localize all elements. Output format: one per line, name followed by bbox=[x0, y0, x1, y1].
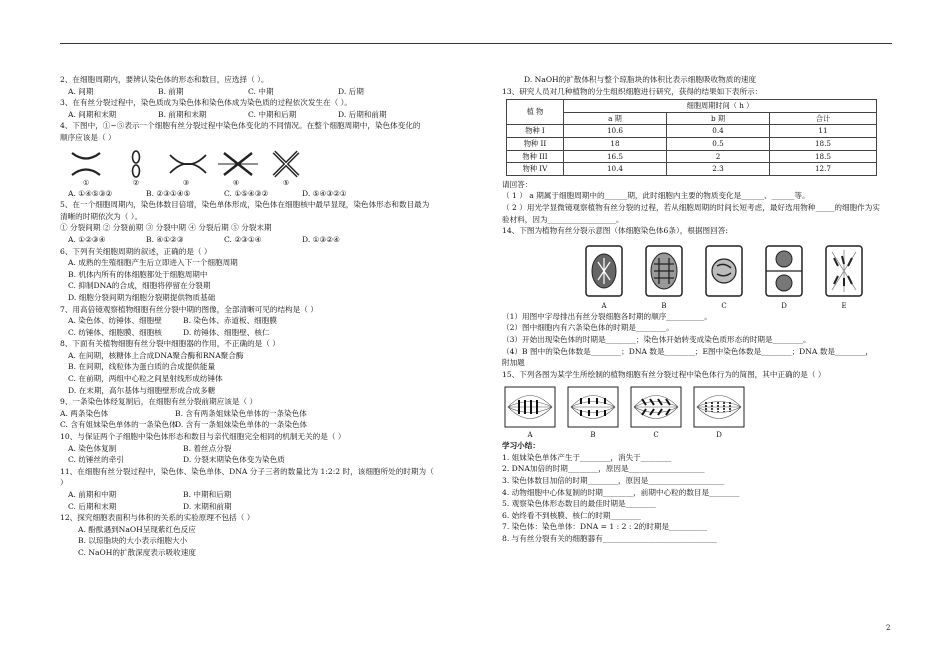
q14-cell-figures bbox=[502, 237, 900, 311]
summary-item: 5. 观察染色体形态数目的最佳时期是________ bbox=[502, 499, 656, 509]
q14-figure-b: B bbox=[642, 244, 686, 311]
dividing-cell-icon bbox=[824, 244, 864, 298]
table-cell: 12.7 bbox=[770, 163, 877, 176]
q4-figure-4: ④ bbox=[218, 149, 254, 188]
q14-figure-a: A bbox=[582, 244, 626, 311]
q6-option-a: A. 成熟的生殖细胞产生后立即进入下一个细胞周期 bbox=[68, 258, 238, 268]
summary-item: 1. 姐妹染色单体产生于________，消失于________ bbox=[502, 452, 672, 462]
q4-option-b: B. ②③①④⑤ bbox=[146, 188, 191, 198]
q8-option-b: B. 在间期，线粒体为蛋白质的合成提供能量 bbox=[68, 362, 216, 372]
chromosome-x-icon bbox=[69, 149, 103, 179]
table-cell: 18 bbox=[564, 137, 667, 150]
q9-stem: 9、一条染色体经复制后，在细胞有丝分裂前期应该是（ ） bbox=[60, 397, 258, 407]
q10-option-a: A. 染色体复制 bbox=[68, 443, 117, 453]
q4-option-c: C. ①⑤④③② bbox=[224, 188, 269, 198]
q3-options bbox=[60, 109, 492, 121]
q8-option-d: D. 在末期，高尔基体与细胞壁形成合成多糖 bbox=[68, 385, 216, 395]
table-cell: 0.5 bbox=[667, 137, 770, 150]
table-cell: 物种 IV bbox=[507, 163, 564, 176]
q14-stem: 14、下图为植物有丝分裂示意图（体细胞染色体6条），根据图回答: bbox=[502, 226, 728, 236]
q12-option-d: D. NaOH的扩散体积与整个琼脂块的体积比表示细胞吸收物质的速度 bbox=[524, 75, 757, 84]
q4-option-a: A. ①④⑤③② bbox=[68, 188, 113, 198]
q2-stem: 2、在细胞周期内，要辨认染色体的形态和数目，应选择（ ）。 bbox=[60, 75, 269, 84]
q11-stem-line2: ） bbox=[60, 478, 68, 488]
table-row bbox=[507, 150, 877, 163]
table-col-header: 合计 bbox=[770, 112, 877, 125]
q9-option-c: C. 含有姐妹染色单体的一条染色体 bbox=[60, 420, 177, 430]
page-number: 2 bbox=[886, 624, 891, 632]
table-row bbox=[507, 163, 877, 176]
chromosome-single-icon bbox=[126, 149, 146, 179]
q12-option-b: B. 以琼脂块的大小表示细胞大小 bbox=[78, 536, 188, 546]
summary-item: 8. 与有丝分裂有关的细胞器有______________________________ bbox=[502, 534, 717, 544]
q14-figure-c: C bbox=[702, 244, 746, 311]
q15-figure-d: D bbox=[691, 386, 747, 441]
table-cell: 物种 II bbox=[507, 137, 564, 150]
table-cell: 物种 III bbox=[507, 150, 564, 163]
q3-option-b: B. 前期和末期 bbox=[158, 109, 207, 119]
q4-figure-3: ③ bbox=[168, 149, 204, 188]
table-cell: 18.5 bbox=[770, 150, 877, 163]
spindle-diagram-icon bbox=[567, 386, 619, 428]
table-col-header: b 期 bbox=[667, 112, 770, 125]
q13-sub2-line2: 验材料，因为__________________。 bbox=[502, 214, 624, 224]
q4-option-d: D. ⑤④③②① bbox=[302, 188, 347, 198]
table-cell: 2 bbox=[667, 150, 770, 163]
q2-option-c: C. 中期 bbox=[248, 86, 274, 96]
q14-sub4: （4）B 图中的染色体数是________；DNA 数是________；E图中染色体数是________；DNA 数是________， bbox=[502, 346, 873, 356]
q2-option-a: A. 间期 bbox=[68, 86, 94, 96]
summary-item: 3. 染色体数目加倍的时期________，原因是____________________ bbox=[502, 476, 725, 486]
q12-option-a: A. 酚酞遇到NaOH呈现紫红色反应 bbox=[78, 524, 196, 534]
q10-option-c: C. 纺锤丝的牵引 bbox=[68, 455, 124, 465]
table-cell: 10.4 bbox=[564, 163, 667, 176]
q6-option-d: D. 细胞分裂间期为细胞分裂期提供物质基础 bbox=[68, 292, 216, 302]
left-column bbox=[60, 74, 492, 559]
q14-sub2: （2）图中细胞内有六条染色体的时期是________。 bbox=[502, 323, 674, 333]
dividing-cell-icon bbox=[764, 244, 804, 298]
table-col-header: a 期 bbox=[564, 112, 667, 125]
chromosome-v-icon bbox=[168, 149, 208, 179]
table-cell: 11 bbox=[770, 125, 877, 138]
q5-stem-line2: 清晰的时期依次为（ ）。 bbox=[60, 211, 143, 221]
q8-stem: 8、下面有关植物细胞有丝分裂中细胞器的作用，不正确的是（ ） bbox=[60, 339, 280, 349]
q5-option-b: B. ④①②③ bbox=[146, 234, 184, 244]
q6-option-c: C. 抑制DNA的合成，细胞将停留在分裂期 bbox=[68, 281, 211, 291]
q13-ask: 请回答： bbox=[502, 179, 533, 189]
q11-options-row1 bbox=[60, 489, 492, 501]
dividing-cell-icon bbox=[584, 244, 624, 298]
q3-stem: 3、在有丝分裂过程中，染色质成为染色体和染色体成为染色质的过程依次发生在（ ）。 bbox=[60, 98, 353, 108]
table-cell: 18.5 bbox=[770, 137, 877, 150]
table-row bbox=[507, 125, 877, 138]
q7-option-d: D. 纺锤体、细胞壁、核仁 bbox=[183, 327, 270, 337]
q7-option-c: C. 纺锤体、细胞膜、细胞核 bbox=[68, 327, 162, 337]
q10-option-d: D. 分裂末期染色体变为染色质 bbox=[183, 455, 285, 465]
q14-figure-d: D bbox=[762, 244, 806, 311]
q4-figure-2: ② bbox=[118, 149, 154, 188]
extra-questions-heading: 附加题 bbox=[502, 358, 525, 368]
q12-option-c: C. NaOH的扩散深度表示吸收速度 bbox=[78, 547, 196, 557]
q3-option-d: D. 后期和前期 bbox=[338, 109, 387, 119]
header-rule bbox=[60, 43, 892, 44]
q8-option-c: C. 在前期，两组中心粒之间星射线形成纺锤体 bbox=[68, 374, 223, 384]
q12-stem: 12、探究细胞表面积与体积的关系的实验原理不包括（ ） bbox=[60, 513, 255, 523]
q9-option-d: D. 含有一条姐妹染色单体的一条染色体 bbox=[175, 420, 308, 430]
q11-option-c: C. 后期和末期 bbox=[68, 501, 117, 511]
q4-options bbox=[60, 188, 492, 200]
q2-option-b: B. 前期 bbox=[158, 86, 184, 96]
q11-option-d: D. 末期和前期 bbox=[183, 501, 232, 511]
q5-phase-list: ① 分裂间期 ② 分裂前期 ③ 分裂中期 ④ 分裂后期 ⑤ 分裂末期 bbox=[60, 223, 272, 233]
q13-table bbox=[506, 99, 877, 176]
q4-stem-line2: 顺序应该是（ ） bbox=[60, 132, 116, 142]
q9-options-row1 bbox=[60, 408, 492, 420]
table-corner: 植 物 bbox=[507, 100, 564, 125]
q2-options bbox=[60, 86, 492, 98]
spindle-diagram-icon bbox=[693, 386, 745, 428]
q6-stem: 6、下列有关细胞周期的叙述，正确的是（ ） bbox=[60, 246, 212, 256]
q4-chromosome-figures bbox=[60, 144, 492, 188]
q11-option-a: A. 前期和中期 bbox=[68, 490, 117, 499]
table-cell: 物种 I bbox=[507, 125, 564, 138]
q14-sub1: （1）用图中字母排出有丝分裂细胞各时期的顺序__________。 bbox=[502, 311, 712, 321]
table-group-header: 细胞周期时间（ h ） bbox=[564, 100, 877, 113]
q7-options-row2 bbox=[60, 327, 492, 339]
summary-item: 2. DNA加倍的时期________，原因是____________________ bbox=[502, 464, 705, 474]
q3-option-c: C. 中期和后期 bbox=[248, 109, 297, 119]
q5-stem-line1: 5、在一个细胞周期内，染色体数目倍增，染色单体形成，染色体在细胞核中最早显现，染色体形态和数目最为 bbox=[60, 200, 430, 210]
q13-sub2-line1: （ 2 ）用光学显微镜观察植物有丝分裂的过程，若从细胞周期的时间长短考虑，最好选用物种_____的细胞作为实 bbox=[502, 202, 880, 212]
q14-figure-e: E bbox=[822, 244, 866, 311]
q14-sub3: （3）开始出现染色体的时期是________；染色体开始转变成染色质形态的时期是________。 bbox=[502, 334, 811, 344]
q5-option-a: A. ①②③④ bbox=[68, 234, 106, 244]
q8-option-a: A. 在间期，核糖体上合成DNA聚合酶和RNA聚合酶 bbox=[68, 350, 244, 360]
q7-stem: 7、用高倍镜观察植物细胞有丝分裂中期的图像，全部清晰可见的结构是（ ） bbox=[60, 304, 318, 314]
q13-stem: 13、研究人员对几种植物的分生组织细胞进行研究，获得的结果如下表所示： bbox=[502, 86, 763, 96]
q13-sub1: （ 1 ） a 期属于细胞周期中的______期，此时细胞内主要的物质变化是______、______等。 bbox=[502, 191, 810, 201]
q9-options-row2 bbox=[60, 419, 492, 431]
q4-stem-line1: 4、下图中，①~⑤表示一个细胞有丝分裂过程中染色体变化的不同情况。在整个细胞周期中，染色体变化的 bbox=[60, 121, 421, 131]
spindle-diagram-icon bbox=[504, 386, 556, 428]
q15-stem: 15、下列各图为某学生所绘制的植物细胞有丝分裂过程中染色体行为的简图，其中正确的是（ ） bbox=[502, 369, 826, 379]
q11-option-b: B. 中期和后期 bbox=[183, 490, 232, 499]
q15-figure-a: A bbox=[502, 386, 558, 441]
chromosome-condensed-icon bbox=[269, 149, 303, 179]
q7-options-row1 bbox=[60, 315, 492, 327]
summary-item: 4. 动物细胞中心体复制的时期________，前期中心粒的数目是________ bbox=[502, 487, 740, 497]
table-cell: 10.6 bbox=[564, 125, 667, 138]
dividing-cell-icon bbox=[704, 244, 744, 298]
table-cell: 16.5 bbox=[564, 150, 667, 163]
summary-item: 6. 始终看不到核膜、核仁的时期________ bbox=[502, 510, 641, 520]
table-cell: 0.4 bbox=[667, 125, 770, 138]
q2-option-d: D. 后期 bbox=[338, 86, 364, 96]
summary-item: 7. 染色体：染色单体：DNA = 1 : 2 : 2的时期是__________ bbox=[502, 522, 708, 532]
q15-figure-b: B bbox=[565, 386, 621, 441]
summary-title: 学习小结： bbox=[502, 441, 540, 451]
right-column bbox=[502, 74, 900, 545]
dividing-cell-icon bbox=[644, 244, 684, 298]
q15-figure-c: C bbox=[628, 386, 684, 441]
q10-stem: 10、与保证两个子细胞中染色体形态和数目与亲代细胞完全相同的机制无关的是（ ） bbox=[60, 432, 346, 442]
q7-option-a: A. 染色体、纺锤体、细胞壁 bbox=[68, 316, 162, 326]
spindle-diagram-icon bbox=[630, 386, 682, 428]
table-cell: 2.3 bbox=[667, 163, 770, 176]
q11-stem-line1: 11、在细胞有丝分裂过程中，染色体、染色单体、DNA 分子三者的数量比为 1:2:2 时，该细胞所处的时期为（ bbox=[60, 466, 434, 476]
q10-options-row1 bbox=[60, 443, 492, 455]
q4-figure-5: ⑤ bbox=[268, 149, 304, 188]
chromosome-spindle-icon bbox=[218, 149, 258, 179]
q9-option-b: B. 含有两条姐妹染色单体的一条染色体 bbox=[175, 408, 307, 418]
q10-option-b: B. 着丝点分裂 bbox=[183, 443, 232, 453]
q6-option-b: B. 机体内所有的体细胞都处于细胞周期中 bbox=[68, 269, 208, 279]
q15-spindle-figures bbox=[502, 380, 900, 440]
q5-option-d: D. ①③②④ bbox=[302, 234, 340, 244]
table-row bbox=[507, 137, 877, 150]
q3-option-a: A. 间期和末期 bbox=[68, 109, 117, 119]
q10-options-row2 bbox=[60, 454, 492, 466]
q7-option-b: B. 染色体、赤道板、细胞膜 bbox=[183, 316, 277, 326]
q9-option-a: A. 两条染色体 bbox=[60, 408, 109, 418]
q5-option-c: C. ②③①④ bbox=[224, 234, 262, 244]
q5-options bbox=[60, 234, 492, 246]
q4-figure-1: ① bbox=[68, 149, 104, 188]
q11-options-row2 bbox=[60, 501, 492, 513]
